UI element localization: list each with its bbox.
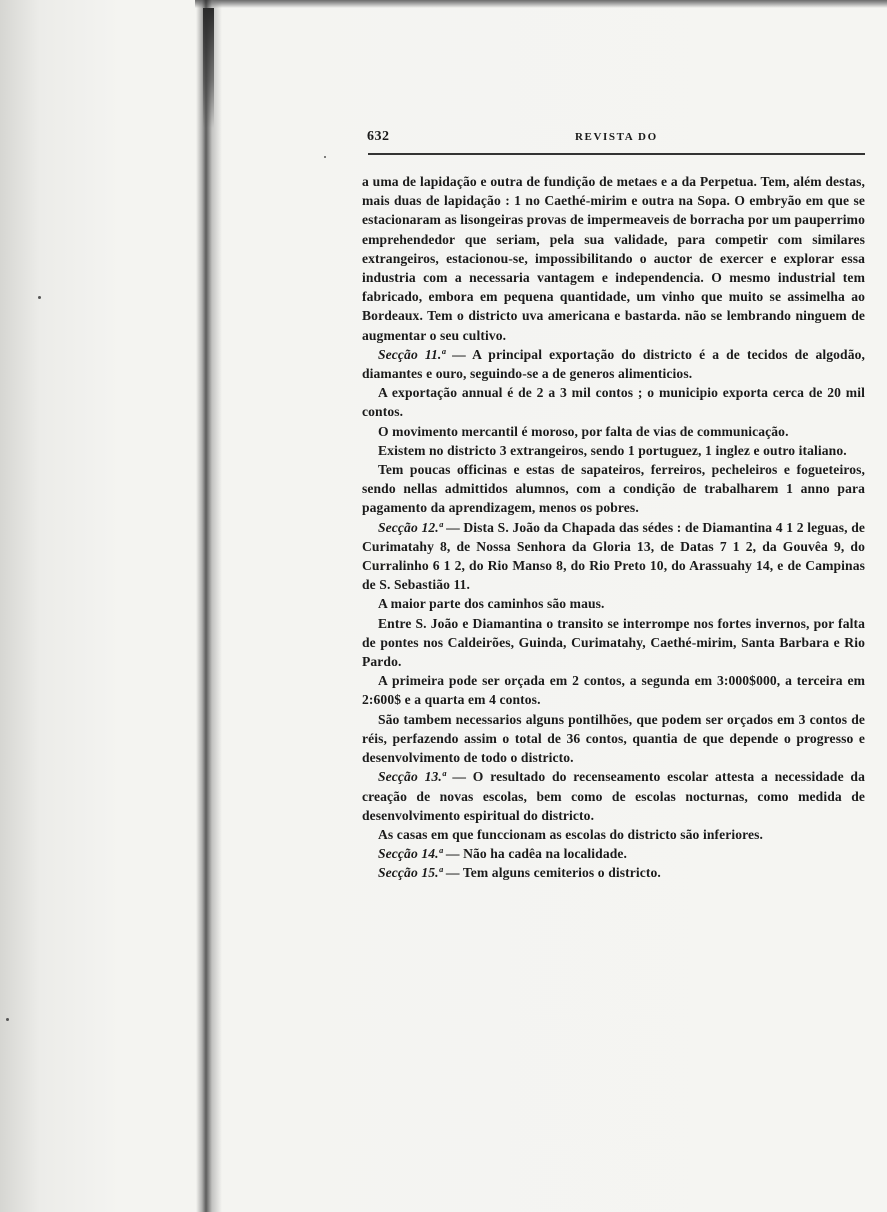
paragraph-text: a uma de lapidação e outra de fundição de metaes e a da Perpetua. Tem, além destas, mais duas de lapidação : 1 no Caethé-mirim e outra na Sopa. O embryão em que se estacionaram as lisongeiras provas de impermeaveis de borracha por um pauperrimo emprehendedor que seriam, pela sua validade, para competir com similares extrangeiros, estacionou-se, impossibilitando o auctor de exercer e explorar essa industria com a necessaria vantagem e independencia. O mesmo industrial tem fabricado, embora em pequena quantidade, um vinho que muito se assimelha ao Bordeaux. Tem o districto uva americana e bastarda. não se lembrando ninguem de augmentar o seu cultivo.	[362, 174, 865, 343]
paragraph-text: Entre S. João e Diamantina o transito se interrompe nos fortes invernos, por falta de pontes nos Caldeirões, Guinda, Curimatahy, Caethé-mirim, Santa Barbara e Rio Pardo.	[362, 615, 865, 670]
section-label: Secção 14.ª	[378, 846, 443, 862]
scan-speck	[324, 156, 326, 158]
header-rule	[368, 153, 865, 155]
paragraph	[362, 671, 865, 709]
paragraph	[362, 614, 865, 672]
running-title: REVISTA DO	[575, 131, 658, 143]
book-spine-shadow	[196, 0, 222, 1212]
paragraph-text: — Dista S. João da Chapada das sédes : de Diamantina 4 1 2 leguas, de Curimatahy 8, de Nossa Senhora da Gloria 13, de Datas 7 1 2, da Gouvêa 9, do Curralinho 6 1 2, do Rio Manso 8, do Rio Preto 10, do Arassuahy 14, e de Campinas de S. Sebastião 11.	[362, 519, 865, 593]
paragraph	[362, 460, 865, 518]
paragraph-text: O movimento mercantil é moroso, por falta de vias de communicação.	[378, 423, 789, 439]
paragraph-text: — Tem alguns cemiterios o districto.	[442, 865, 661, 881]
section-label: Secção 11.ª	[378, 346, 446, 362]
section-label: Secção 13.ª	[378, 769, 446, 785]
paragraph	[362, 518, 865, 595]
paragraph	[362, 441, 865, 460]
section-label: Secção 15.ª	[378, 865, 443, 881]
paragraph	[362, 863, 865, 882]
paragraph	[362, 825, 865, 844]
page-header	[363, 126, 868, 152]
paragraph	[362, 172, 865, 345]
paragraph-text: — Não ha cadêa na localidade.	[442, 846, 628, 862]
scan-speck	[6, 1018, 9, 1021]
paragraph-text: Existem no districto 3 extrangeiros, sendo 1 portuguez, 1 inglez e outro italiano.	[378, 442, 847, 458]
paragraph	[362, 422, 865, 441]
paragraph-text: São tambem necessarios alguns pontilhões, que podem ser orçados em 3 contos de réis, perfazendo assim o total de 36 contos, quantia de que depende o progresso e desenvolvimento de todo o districto.	[362, 711, 865, 766]
paragraph	[362, 594, 865, 613]
page-number: 632	[367, 129, 390, 144]
paragraph-text: Tem poucas officinas e estas de sapateiros, ferreiros, pecheleiros e fogueteiros, sendo nellas admittidos alumnos, com a condição de trabalharem 1 anno para pagamento da aprendizagem, menos os pobres.	[362, 462, 865, 516]
paragraph	[362, 345, 865, 383]
paragraph-text: — A principal exportação do districto é a de tecidos de algodão, diamantes e ouro, seguindo-se a de generos alimenticios.	[362, 346, 865, 382]
paragraph	[362, 383, 865, 421]
paragraph	[362, 767, 865, 825]
paragraph-text: — O resultado do recenseamento escolar attesta a necessidade da creação de novas escolas, bem como de escolas nocturnas, como medida de desenvolvimento espiritual do districto.	[362, 769, 865, 823]
section-label: Secção 12.ª	[378, 519, 443, 535]
paragraph-text: A exportação annual é de 2 a 3 mil contos ; o municipio exporta cerca de 20 mil contos.	[362, 385, 865, 420]
body-text	[362, 172, 865, 883]
page-top-edge	[195, 0, 887, 8]
paragraph-text: A primeira pode ser orçada em 2 contos, a segunda em 3:000$000, a terceira em 2:600$ e a quarta em 4 contos.	[362, 673, 865, 708]
scan-speck	[38, 296, 41, 299]
paragraph-text: A maior parte dos caminhos são maus.	[378, 596, 605, 612]
paragraph	[362, 710, 865, 768]
binding-mark	[203, 8, 214, 128]
paragraph-text: As casas em que funccionam as escolas do districto são inferiores.	[378, 826, 764, 842]
paragraph	[362, 844, 865, 863]
